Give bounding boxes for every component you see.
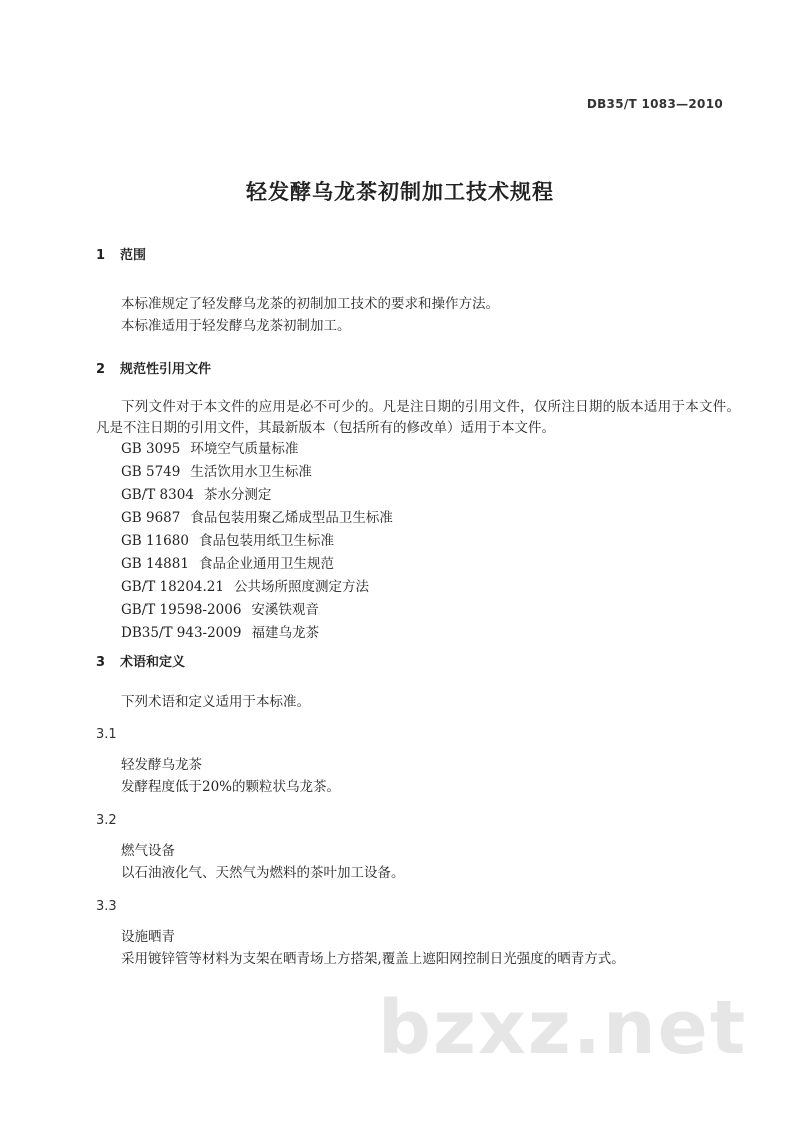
reference-item [121,484,393,507]
reference-item [121,599,393,622]
section-number: 3 [96,655,106,670]
document-title: 轻发酵乌龙茶初制加工技术规程 [246,180,554,204]
section-title: 规范性引用文件 [120,362,212,377]
reference-item [121,553,393,576]
reference-item [121,461,393,484]
scope-line-2: 本标准适用于轻发酵乌龙茶初制加工。 [121,318,351,334]
reference-name: 福建乌龙茶 [251,625,319,641]
reference-item [121,438,393,461]
reference-item [121,507,393,530]
terms-intro: 下列术语和定义适用于本标准。 [121,694,310,710]
section-2-heading [96,358,211,377]
standard-code: DB35/T 1083—2010 [586,97,723,111]
reference-name: 环境空气质量标准 [190,441,299,457]
reference-code: GB 11680 [121,533,189,549]
term-number: 3.3 [96,899,117,914]
reference-code: GB/T 19598-2006 [121,602,242,618]
reference-code: GB 5749 [121,464,181,480]
term-name: 燃气设备 [121,843,175,859]
term-name: 设施晒青 [121,929,175,945]
reference-name: 食品企业通用卫生规范 [198,556,334,572]
reference-code: GB 3095 [121,441,181,457]
site-watermark: bzxz.net [378,985,748,1071]
reference-code: GB/T 8304 [121,487,194,503]
scope-line-1: 本标准规定了轻发酵乌龙茶的初制加工技术的要求和操作方法。 [121,296,499,312]
term-definition: 以石油液化气、天然气为燃料的茶叶加工设备。 [121,865,405,881]
references-intro: 下列文件对于本文件的应用是必不可少的。凡是注日期的引用文件，仅所注日期的版本适用于本文件。凡是不注日期的引用文件，其最新版本（包括所有的修改单）适用于本文件。 [96,399,740,436]
reference-name: 茶水分测定 [203,487,272,503]
section-number: 1 [96,248,106,263]
section-title: 术语和定义 [120,655,186,670]
reference-name: 生活饮用水卫生标准 [190,464,312,480]
reference-list [121,438,393,645]
reference-item [121,622,393,645]
reference-item [121,530,393,553]
reference-name: 食品包装用纸卫生标准 [198,533,334,549]
term-number: 3.1 [96,727,117,742]
term-definition: 发酵程度低于20%的颗粒状乌龙茶。 [121,779,341,795]
section-1-heading [96,244,146,263]
term-name: 轻发酵乌龙茶 [121,757,202,773]
term-number: 3.2 [96,813,117,828]
reference-name: 食品包装用聚乙烯成型品卫生标准 [190,510,393,526]
reference-code: GB/T 18204.21 [121,579,224,595]
reference-name: 公共场所照度测定方法 [233,579,369,595]
reference-name: 安溪铁观音 [251,602,319,618]
reference-code: GB 9687 [121,510,181,526]
reference-item [121,576,393,599]
reference-code: DB35/T 943-2009 [121,625,242,641]
section-title: 范围 [120,248,147,263]
term-definition: 采用镀锌管等材料为支架在晒青场上方搭架,覆盖上遮阳网控制日光强度的晒青方式。 [121,951,625,967]
reference-code: GB 14881 [121,556,189,572]
section-3-heading [96,651,185,670]
section-number: 2 [96,362,106,377]
